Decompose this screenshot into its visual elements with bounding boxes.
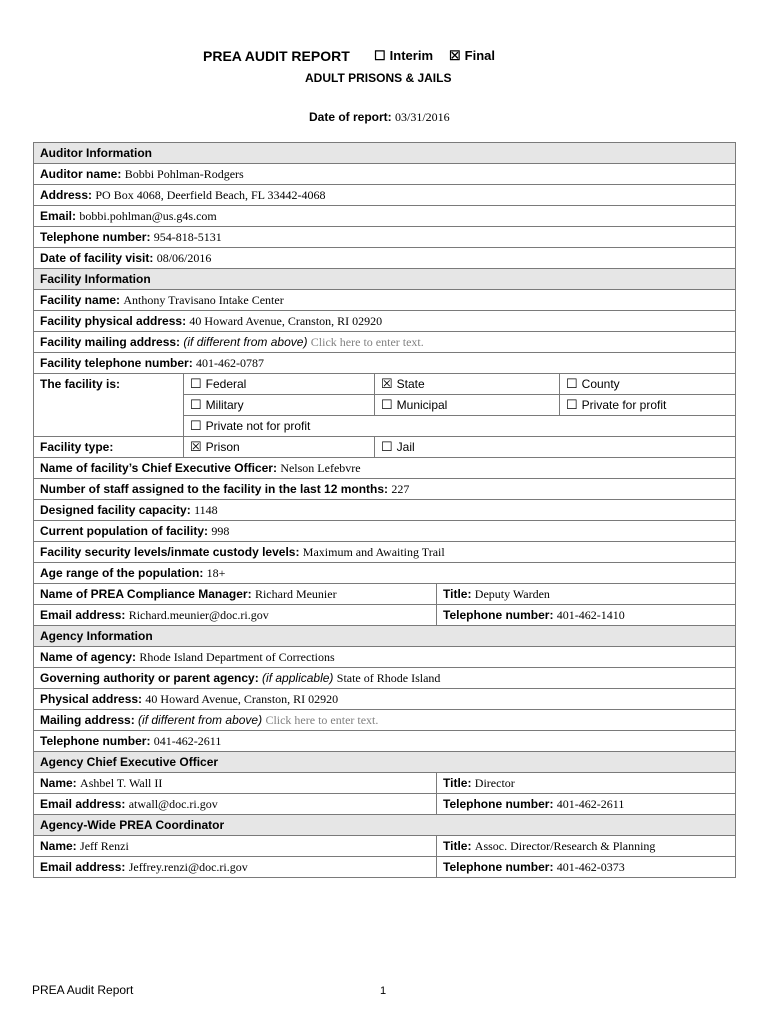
facility-mailing-hint: (if different from above) bbox=[183, 334, 308, 349]
auditor-name-value[interactable]: Bobbi Pohlman-Rodgers bbox=[124, 166, 244, 181]
age-range-value[interactable]: 18+ bbox=[206, 565, 226, 580]
coordinator-title-value[interactable]: Assoc. Director/Research & Planning bbox=[474, 838, 656, 853]
option-private-profit[interactable] bbox=[560, 395, 736, 416]
visit-date-value[interactable]: 08/06/2016 bbox=[156, 250, 212, 265]
agency-name-label: Name of agency: bbox=[40, 649, 137, 664]
coordinator-phone-value[interactable]: 401-462-0373 bbox=[556, 859, 625, 874]
auditor-address-label: Address: bbox=[40, 187, 93, 202]
governing-authority-row bbox=[34, 668, 736, 689]
facility-type-row bbox=[34, 437, 736, 458]
facility-section-heading: Facility Information bbox=[34, 269, 736, 290]
pcm-row bbox=[34, 584, 736, 605]
facility-is-row-1 bbox=[34, 374, 736, 395]
visit-date-row bbox=[34, 248, 736, 269]
municipal-checkbox-icon[interactable]: ☐ bbox=[381, 397, 393, 412]
pcm-name-value[interactable]: Richard Meunier bbox=[254, 586, 337, 601]
pcm-contact-row bbox=[34, 605, 736, 626]
age-range-label: Age range of the population: bbox=[40, 565, 204, 580]
auditor-section-heading: Auditor Information bbox=[34, 143, 736, 164]
staff-count-row bbox=[34, 479, 736, 500]
municipal-label: Municipal bbox=[396, 398, 448, 412]
auditor-email-value[interactable]: bobbi.pohlman@us.g4s.com bbox=[79, 208, 217, 223]
agency-ceo-section-heading: Agency Chief Executive Officer bbox=[34, 752, 736, 773]
coordinator-name-value[interactable]: Jeff Renzi bbox=[80, 838, 129, 853]
governing-authority-value[interactable]: State of Rhode Island bbox=[336, 670, 441, 685]
security-levels-label: Facility security levels/inmate custody levels: bbox=[40, 544, 300, 559]
coordinator-section-row bbox=[34, 815, 736, 836]
pcm-phone-label: Telephone number: bbox=[443, 607, 554, 622]
agency-ceo-name-label: Name: bbox=[40, 775, 77, 790]
federal-label: Federal bbox=[205, 377, 247, 391]
auditor-phone-label: Telephone number: bbox=[40, 229, 151, 244]
facility-mailing-row bbox=[34, 332, 736, 353]
agency-ceo-title-value[interactable]: Director bbox=[474, 775, 515, 790]
agency-section-heading: Agency Information bbox=[34, 626, 736, 647]
coordinator-name-label: Name: bbox=[40, 838, 77, 853]
auditor-name-label: Auditor name: bbox=[40, 166, 122, 181]
agency-phone-label: Telephone number: bbox=[40, 733, 151, 748]
date-value: 03/31/2016 bbox=[395, 110, 450, 124]
coordinator-phone-label: Telephone number: bbox=[443, 859, 554, 874]
visit-date-label: Date of facility visit: bbox=[40, 250, 154, 265]
agency-physical-label: Physical address: bbox=[40, 691, 143, 706]
agency-section-row bbox=[34, 626, 736, 647]
agency-ceo-contact-row bbox=[34, 794, 736, 815]
agency-mailing-label: Mailing address: bbox=[40, 712, 135, 727]
military-checkbox-icon[interactable]: ☐ bbox=[190, 397, 202, 412]
facility-is-row-3 bbox=[34, 416, 736, 437]
facility-physical-row bbox=[34, 311, 736, 332]
agency-name-row bbox=[34, 647, 736, 668]
agency-physical-value[interactable]: 40 Howard Avenue, Cranston, RI 02920 bbox=[145, 691, 339, 706]
private-nonprofit-checkbox-icon[interactable]: ☐ bbox=[190, 418, 202, 433]
report-form-table bbox=[33, 142, 736, 878]
page-number: 1 bbox=[380, 985, 387, 997]
population-label: Current population of facility: bbox=[40, 523, 208, 538]
final-option[interactable] bbox=[449, 48, 495, 64]
pcm-phone-value[interactable]: 401-462-1410 bbox=[556, 607, 625, 622]
option-municipal[interactable] bbox=[375, 395, 560, 416]
auditor-address-row bbox=[34, 185, 736, 206]
agency-mailing-hint: (if different from above) bbox=[138, 712, 263, 727]
security-levels-value[interactable]: Maximum and Awaiting Trail bbox=[302, 544, 445, 559]
final-label: Final bbox=[464, 48, 495, 63]
state-checkbox-icon[interactable]: ☒ bbox=[381, 376, 393, 391]
security-levels-row bbox=[34, 542, 736, 563]
agency-ceo-name-value[interactable]: Ashbel T. Wall II bbox=[80, 775, 163, 790]
agency-ceo-section-row bbox=[34, 752, 736, 773]
pcm-email-value[interactable]: Richard.meunier@doc.ri.gov bbox=[128, 607, 269, 622]
state-label: State bbox=[396, 377, 425, 391]
facility-mailing-label: Facility mailing address: bbox=[40, 334, 181, 349]
option-military[interactable] bbox=[184, 395, 375, 416]
population-row bbox=[34, 521, 736, 542]
military-label: Military bbox=[205, 398, 244, 412]
private-profit-label: Private for profit bbox=[581, 398, 667, 412]
auditor-phone-row bbox=[34, 227, 736, 248]
governing-authority-label: Governing authority or parent agency: bbox=[40, 670, 259, 685]
agency-phone-value[interactable]: 041-462-2611 bbox=[153, 733, 222, 748]
option-state[interactable] bbox=[375, 374, 560, 395]
coordinator-section-heading: Agency-Wide PREA Coordinator bbox=[34, 815, 736, 836]
agency-mailing-row bbox=[34, 710, 736, 731]
auditor-email-label: Email: bbox=[40, 208, 77, 223]
facility-ceo-label: Name of facility’s Chief Executive Officer: bbox=[40, 460, 277, 475]
report-date bbox=[309, 110, 450, 125]
facility-is-row-2 bbox=[34, 395, 736, 416]
facility-ceo-value[interactable]: Nelson Lefebvre bbox=[280, 460, 361, 475]
facility-section-row bbox=[34, 269, 736, 290]
report-subtitle: ADULT PRISONS & JAILS bbox=[305, 71, 452, 85]
staff-count-label: Number of staff assigned to the facility in the last 12 months: bbox=[40, 481, 389, 496]
agency-ceo-phone-value[interactable]: 401-462-2611 bbox=[556, 796, 625, 811]
coordinator-email-value[interactable]: Jeffrey.renzi@doc.ri.gov bbox=[128, 859, 248, 874]
governing-authority-hint: (if applicable) bbox=[262, 670, 334, 685]
facility-phone-label: Facility telephone number: bbox=[40, 355, 193, 370]
agency-mailing-input[interactable]: Click here to enter text. bbox=[265, 712, 379, 727]
pcm-title-label: Title: bbox=[443, 586, 472, 601]
agency-phone-row bbox=[34, 731, 736, 752]
auditor-email-row bbox=[34, 206, 736, 227]
agency-ceo-email-value[interactable]: atwall@doc.ri.gov bbox=[128, 796, 218, 811]
facility-name-row bbox=[34, 290, 736, 311]
jail-label: Jail bbox=[396, 440, 415, 454]
facility-phone-row bbox=[34, 353, 736, 374]
pcm-email-label: Email address: bbox=[40, 607, 126, 622]
facility-is-label: The facility is: bbox=[34, 374, 184, 395]
private-profit-checkbox-icon[interactable]: ☐ bbox=[566, 397, 578, 412]
coordinator-name-row bbox=[34, 836, 736, 857]
capacity-row bbox=[34, 500, 736, 521]
final-checkbox-icon[interactable]: ☒ bbox=[449, 48, 461, 63]
pcm-name-label: Name of PREA Compliance Manager: bbox=[40, 586, 252, 601]
option-federal[interactable] bbox=[184, 374, 375, 395]
option-private-nonprofit[interactable] bbox=[184, 416, 736, 437]
auditor-section-row bbox=[34, 143, 736, 164]
facility-mailing-input[interactable]: Click here to enter text. bbox=[310, 334, 424, 349]
facility-name-label: Facility name: bbox=[40, 292, 121, 307]
agency-ceo-email-label: Email address: bbox=[40, 796, 126, 811]
interim-option[interactable] bbox=[374, 48, 433, 64]
agency-physical-row bbox=[34, 689, 736, 710]
option-county[interactable] bbox=[560, 374, 736, 395]
agency-ceo-name-row bbox=[34, 773, 736, 794]
facility-type-label: Facility type: bbox=[34, 437, 184, 458]
footer-title: PREA Audit Report bbox=[32, 983, 134, 997]
report-title: PREA AUDIT REPORT bbox=[203, 48, 350, 64]
option-prison[interactable] bbox=[184, 437, 375, 458]
date-label: Date of report: bbox=[309, 110, 392, 124]
population-value[interactable]: 998 bbox=[211, 523, 230, 538]
interim-checkbox-icon[interactable]: ☐ bbox=[374, 48, 386, 63]
age-range-row bbox=[34, 563, 736, 584]
agency-name-value[interactable]: Rhode Island Department of Corrections bbox=[139, 649, 335, 664]
facility-phone-value[interactable]: 401-462-0787 bbox=[196, 355, 265, 370]
county-label: County bbox=[581, 377, 620, 391]
report-header bbox=[0, 46, 770, 68]
federal-checkbox-icon[interactable]: ☐ bbox=[190, 376, 202, 391]
capacity-value[interactable]: 1148 bbox=[194, 502, 218, 517]
coordinator-title-label: Title: bbox=[443, 838, 472, 853]
coordinator-email-label: Email address: bbox=[40, 859, 126, 874]
auditor-phone-value[interactable]: 954-818-5131 bbox=[153, 229, 222, 244]
facility-physical-label: Facility physical address: bbox=[40, 313, 187, 328]
prison-checkbox-icon[interactable]: ☒ bbox=[190, 439, 202, 454]
agency-ceo-phone-label: Telephone number: bbox=[443, 796, 554, 811]
facility-physical-value[interactable]: 40 Howard Avenue, Cranston, RI 02920 bbox=[189, 313, 383, 328]
coordinator-contact-row bbox=[34, 857, 736, 878]
auditor-name-row bbox=[34, 164, 736, 185]
capacity-label: Designed facility capacity: bbox=[40, 502, 191, 517]
facility-ceo-row bbox=[34, 458, 736, 479]
interim-label: Interim bbox=[389, 48, 433, 63]
county-checkbox-icon[interactable]: ☐ bbox=[566, 376, 578, 391]
auditor-address-value[interactable]: PO Box 4068, Deerfield Beach, FL 33442-4068 bbox=[95, 187, 326, 202]
private-nonprofit-label: Private not for profit bbox=[205, 419, 311, 433]
staff-count-value[interactable]: 227 bbox=[391, 481, 410, 496]
pcm-title-value[interactable]: Deputy Warden bbox=[474, 586, 550, 601]
facility-name-value[interactable]: Anthony Travisano Intake Center bbox=[123, 292, 284, 307]
agency-ceo-title-label: Title: bbox=[443, 775, 472, 790]
jail-checkbox-icon[interactable]: ☐ bbox=[381, 439, 393, 454]
prison-label: Prison bbox=[205, 440, 240, 454]
option-jail[interactable] bbox=[375, 437, 736, 458]
